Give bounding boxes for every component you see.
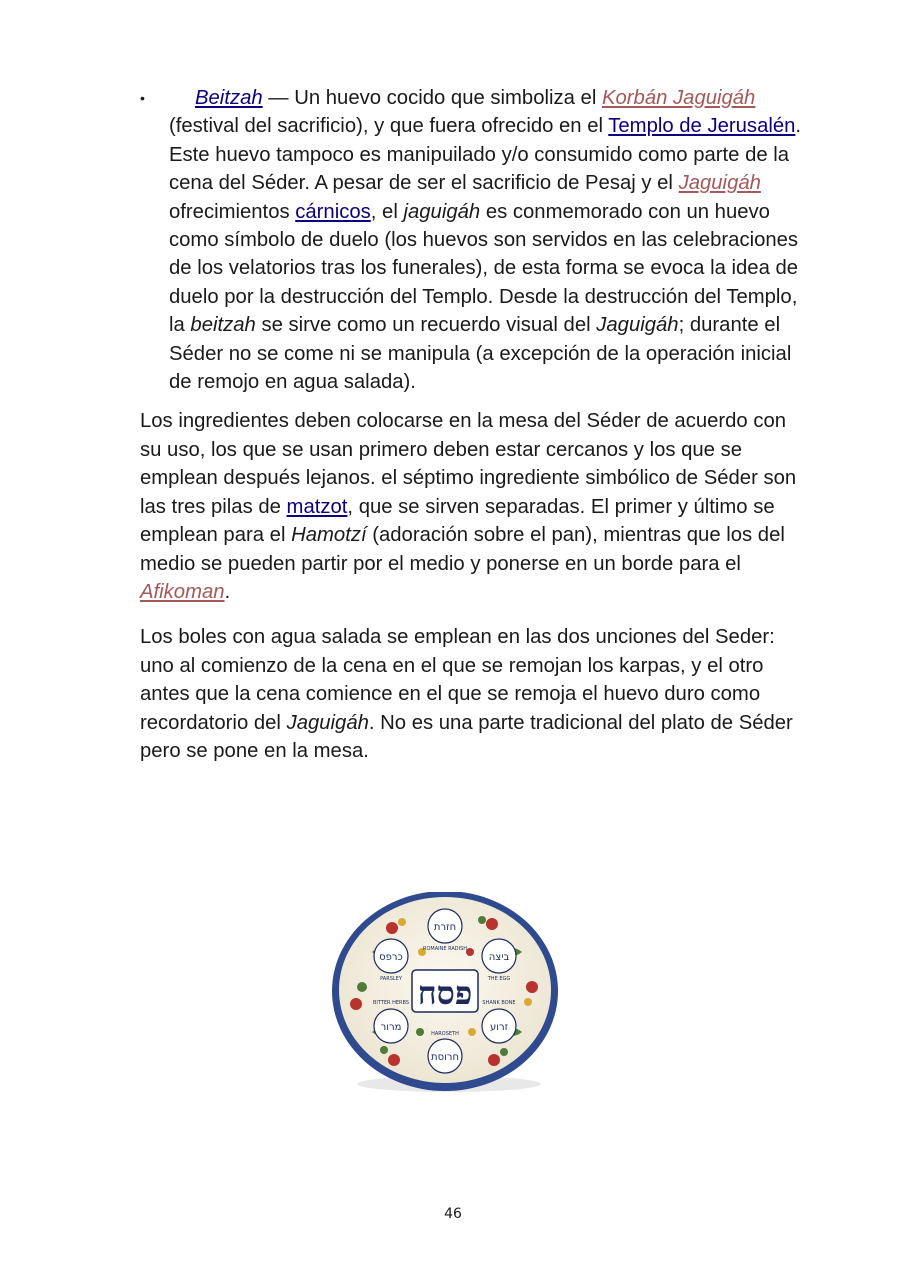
label-top-en: ROMAINE RADISH <box>422 946 468 952</box>
seder-plate-illustration <box>332 892 562 1097</box>
label-bottom-he: חרוסת <box>431 1052 459 1063</box>
label-lower-left-he: מרור <box>380 1022 402 1033</box>
seder-plate-image <box>332 892 562 1097</box>
link-matzot[interactable]: matzot <box>286 495 348 518</box>
link-templo-de-jerusalen[interactable]: Templo de Jerusalén <box>608 115 796 138</box>
label-lower-left-en: BITTER HERBS <box>372 1000 410 1006</box>
list-item-beitzah: • Beitzah — Un huevo cocido que simboliza el Korbán Jaguigáh (festival del sacrificio), y que fuera ofrecido en el Templo de Jerusalén. Este huevo tampoco es manipuilado y/o consumido como parte de la cena del Séder. A pesar de ser el sacrificio de Pesaj y el Jaguigáh ofrecimientos cárnicos, el jaguigáh es conmemorado con un huevo como símbolo de duelo (los huevos son servidos en las celebraciones de los velatorios tras los funerales), de esta forma se evoca la idea de duelo por la destrucción del Templo. Desde la destrucción del Templo, la beitzah se sirve como un recuerdo visual del Jaguigáh; durante el Séder no se come ni se manipula (a excepción de la operación inicial de remojo en agua salada). <box>140 84 810 396</box>
bullet-marker: • <box>140 90 145 106</box>
link-carnicos[interactable]: cárnicos <box>295 200 371 223</box>
label-upper-right-he: ביצה <box>488 952 510 963</box>
plate-center-text: פסח <box>417 974 473 1012</box>
label-upper-right-en: THE EGG <box>487 976 511 982</box>
label-bottom-en: HAROSETH <box>431 1031 459 1037</box>
page-content <box>140 84 810 765</box>
label-lower-right-he: זרוע <box>489 1022 509 1033</box>
link-beitzah[interactable]: Beitzah <box>195 87 263 109</box>
label-upper-left-en: PARSLEY <box>380 976 402 982</box>
label-lower-right-en: SHANK BONE <box>482 1000 516 1006</box>
link-jaguigah[interactable]: Jaguigáh <box>678 172 761 195</box>
paragraph-ingredientes: Los ingredientes deben colocarse en la mesa del Séder de acuerdo con su uso, los que se usan primero deben estar cercanos y los que se emplean después lejanos. el séptimo ingrediente simbólico de Séder son las tres pilas de matzot, que se sirven separadas. El primer y último se emplean para el Hamotzí (adoración sobre el pan), mientras que los del medio se pueden partir por el medio y ponerse en un borde para el Afikoman. <box>140 410 797 603</box>
link-korban-jaguigah[interactable]: Korbán Jaguigáh <box>601 87 756 109</box>
label-upper-left-he: כרפס <box>379 952 403 963</box>
paragraph-agua-salada: Los boles con agua salada se emplean en las dos unciones del Seder: uno al comienzo de la cena en el que se remojan los karpas, y el otro antes que la cena comience en el que se remoja el huevo duro como recordatorio del Jaguigáh. No es una parte tradicional del plato de Séder pero se pone en la mesa. <box>140 626 793 762</box>
label-top-he: חזרת <box>433 922 457 933</box>
link-afikoman[interactable]: Afikoman <box>140 580 225 603</box>
page-number: 46 <box>444 1206 462 1222</box>
